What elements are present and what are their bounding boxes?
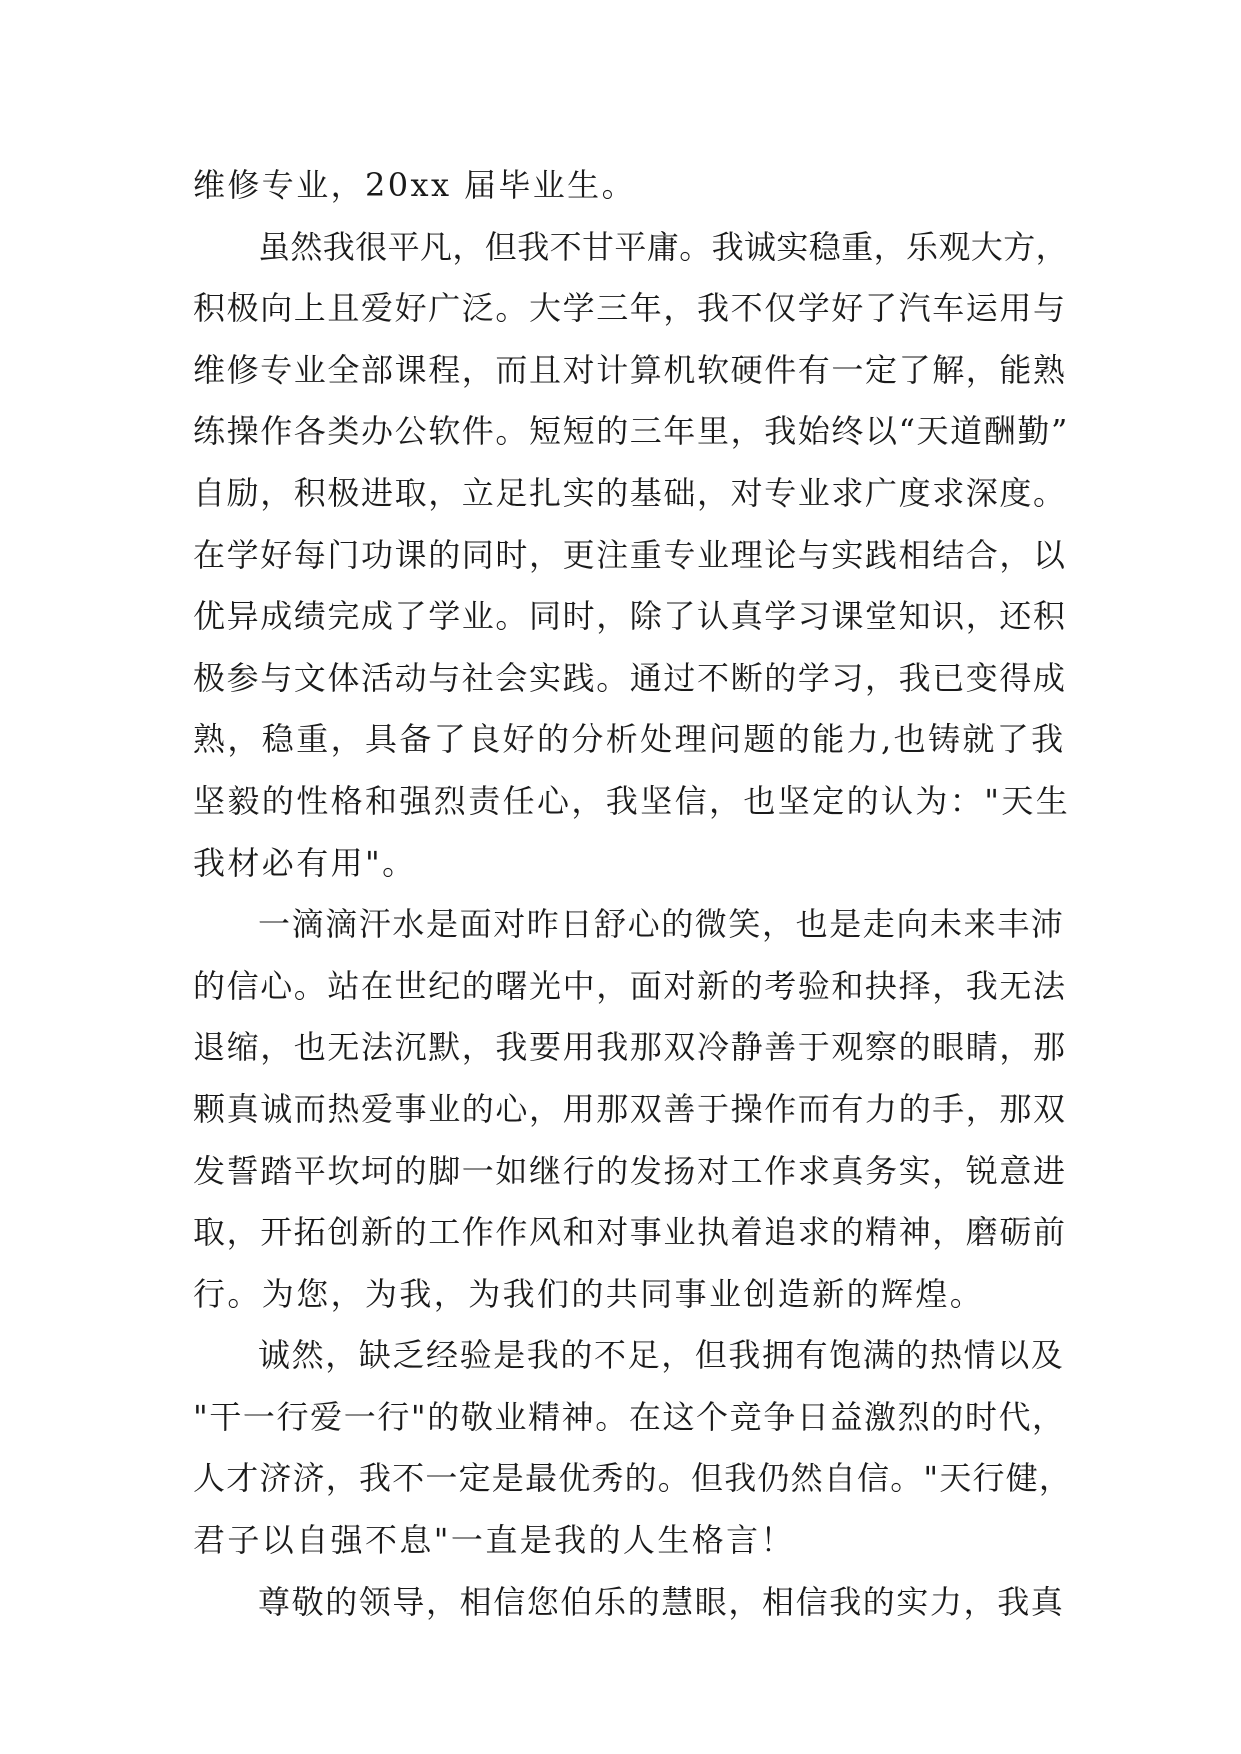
text-line: 维修专业全部课程，而且对计算机软硬件有一定了解，能熟 [193, 350, 1067, 389]
text-line: 的信心。站在世纪的曙光中，面对新的考验和抉择，我无法 [193, 966, 1067, 1005]
text-line: 君子以自强不息"一直是我的人生格言！ [193, 1521, 795, 1560]
text-line: 熟，稳重，具备了良好的分析处理问题的能力,也铸就了我 [193, 720, 1066, 759]
text-line: 在学好每门功课的同时，更注重专业理论与实践相结合，以 [193, 535, 1067, 574]
text-line: 一滴滴汗水是面对昨日舒心的微笑，也是走向未来丰沛 [258, 905, 1065, 944]
text-line: 坚毅的性格和强烈责任心，我坚信，也坚定的认为："天生 [193, 781, 1071, 820]
text-line: 虽然我很平凡，但我不甘平庸。我诚实稳重，乐观大方， [258, 227, 1069, 266]
text-line: 颗真诚而热爱事业的心，用那双善于操作而有力的手，那双 [193, 1089, 1067, 1128]
text-line: 维修专业，20xx 届毕业生。 [193, 166, 636, 204]
text-line: 积极向上且爱好广泛。大学三年，我不仅学好了汽车运用与 [193, 289, 1067, 328]
text-line: 人才济济，我不一定是最优秀的。但我仍然自信。"天行健， [193, 1459, 1073, 1498]
text-line: 极参与文体活动与社会实践。通过不断的学习，我已变得成 [193, 658, 1067, 697]
text-line: 诚然，缺乏经验是我的不足，但我拥有饱满的热情以及 [258, 1336, 1065, 1375]
text-line: 取，开拓创新的工作作风和对事业执着追求的精神，磨砺前 [193, 1213, 1067, 1252]
text-line: 尊敬的领导，相信您伯乐的慧眼，相信我的实力，我真 [258, 1582, 1065, 1621]
text-line: 发誓踏平坎坷的脚一如继行的发扬对工作求真务实，锐意进 [193, 1151, 1067, 1190]
text-line: "干一行爱一行"的敬业精神。在这个竞争日益激烈的时代， [193, 1397, 1066, 1436]
text-line: 我材必有用"。 [193, 843, 417, 882]
text-line: 练操作各类办公软件。短短的三年里，我始终以“天道酬勤” [193, 412, 1069, 451]
text-line: 行。为您，为我，为我们的共同事业创造新的辉煌。 [193, 1274, 985, 1313]
document-body [193, 155, 1073, 1633]
text-line: 优异成绩完成了学业。同时，除了认真学习课堂知识，还积 [193, 597, 1067, 636]
text-line: 退缩，也无法沉默，我要用我那双冷静善于观察的眼睛，那 [193, 1028, 1067, 1067]
text-line: 自励，积极进取，立足扎实的基础，对专业求广度求深度。 [193, 473, 1067, 512]
